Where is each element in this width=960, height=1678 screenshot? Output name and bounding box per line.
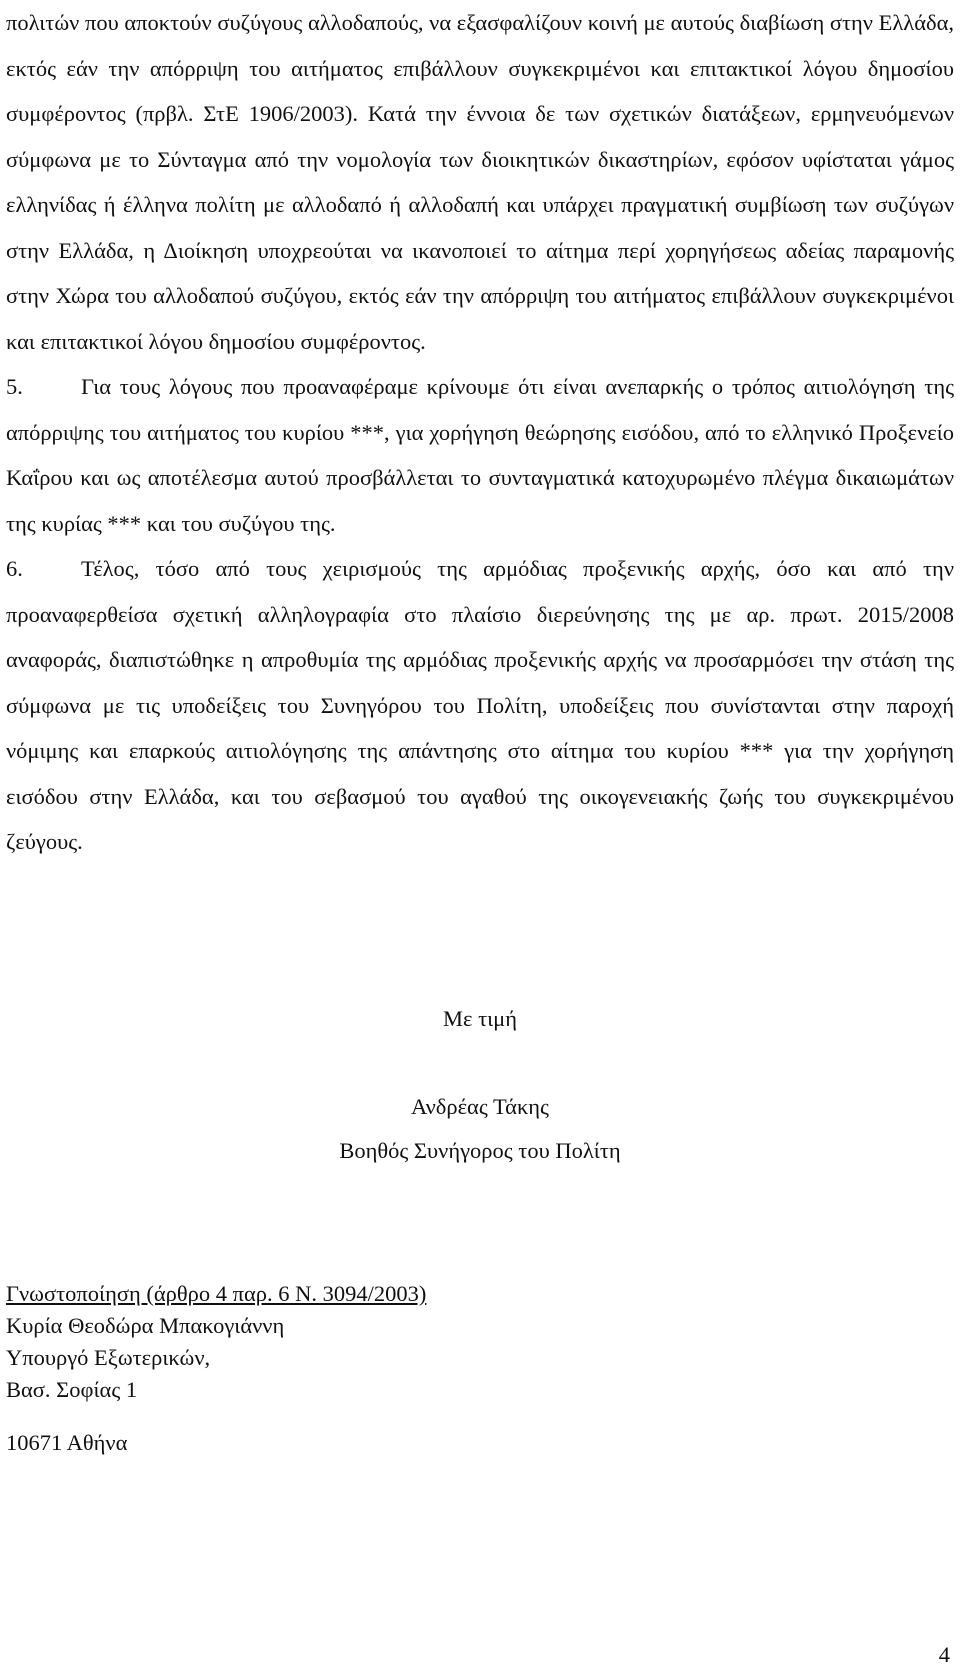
page-number: 4 [938,1642,950,1667]
notification-title: Γνωστοποίηση (άρθρο 4 παρ. 6 Ν. 3094/2003) [6,1281,427,1306]
paragraph-continued: πολιτών που αποκτούν συζύγους αλλοδαπούς, να εξασφαλίζουν κοινή με αυτούς διαβίωση στην Ελλάδα, εκτός εάν την απόρριψη του αιτήματος επιβάλλουν συγκεκριμένοι και επιτακτικοί λόγου δημοσίου συμφέροντος (πρβλ. ΣτΕ 1906/2003). Κατά την έννοια δε των σχετικών διατάξεων, ερμηνευόμενων σύμφωνα με το Σύνταγμα από την νομολογία των διοικητικών δικαστηρίων, εφόσον υφίσταται γάμος ελληνίδας ή έλληνα πολίτη με αλλοδαπό ή αλλοδαπή και υπάρχει πραγματική συμβίωση των συζύγων στην Ελλάδα, η Διοίκηση υποχρεούται να ικανοποιεί το αίτημα περί χορηγήσεως αδείας παραμονής στην Χώρα του αλλοδαπού συζύγου, εκτός εάν την απόρριψη του αιτήματος επιβάλλουν συγκεκριμένοι και επιτακτικοί λόγου δημοσίου συμφέροντος. [6,10,954,354]
paragraph-text: Για τους λόγους που προαναφέραμε κρίνουμε ότι είναι ανεπαρκής ο τρόπος αιτιολόγηση της απόρριψης του αιτήματος του κυρίου ***, για χορήγηση θεώρησης εισόδου, από το ελληνικό Προξενείο Καΐρου και ως αποτέλεσμα αυτού προσβάλλεται το συνταγματικά κατοχυρωμένο πλέγμα δικαιωμάτων της κυρίας *** και του συζύγου της. [6,374,954,536]
signer-name: Ανδρέας Τάκης [411,1094,549,1119]
notification-ministry: Υπουργό Εξωτερικών, [6,1345,211,1370]
paragraph-6 [6,546,954,865]
salutation: Με τιμή [442,1006,517,1031]
paragraph-number: 6. [6,556,23,581]
paragraph-number: 5. [6,374,23,399]
notification-recipient: Κυρία Θεοδώρα Μπακογιάννη [6,1313,285,1338]
notification-postal: 10671 Αθήνα [6,1430,128,1455]
letter-body [6,0,954,865]
paragraph-5 [6,364,954,546]
signer-title: Βοηθός Συνήγορος του Πολίτη [339,1138,621,1163]
paragraph-text: Τέλος, τόσο από τους χειρισμούς της αρμόδιας προξενικής αρχής, όσο και από την προαναφερθείσα σχετική αλληλογραφία στο πλαίσιο διερεύνησης της με αρ. πρωτ. 2015/2008 αναφοράς, διαπιστώθηκε η απροθυμία της αρμόδιας προξενικής αρχής να προσαρμόσει την στάση της σύμφωνα με τις υποδείξεις του Συνηγόρου του Πολίτη, υποδείξεις που συνίστανται στην παροχή νόμιμης και επαρκούς αιτιολόγησης της απάντησης στο αίτημα του κυρίου *** για την χορήγηση εισόδου στην Ελλάδα, και του σεβασμού του αγαθού της οικογενειακής ζωής του συγκεκριμένου ζεύγους. [6,556,954,854]
notification-street: Βασ. Σοφίας 1 [6,1377,138,1402]
